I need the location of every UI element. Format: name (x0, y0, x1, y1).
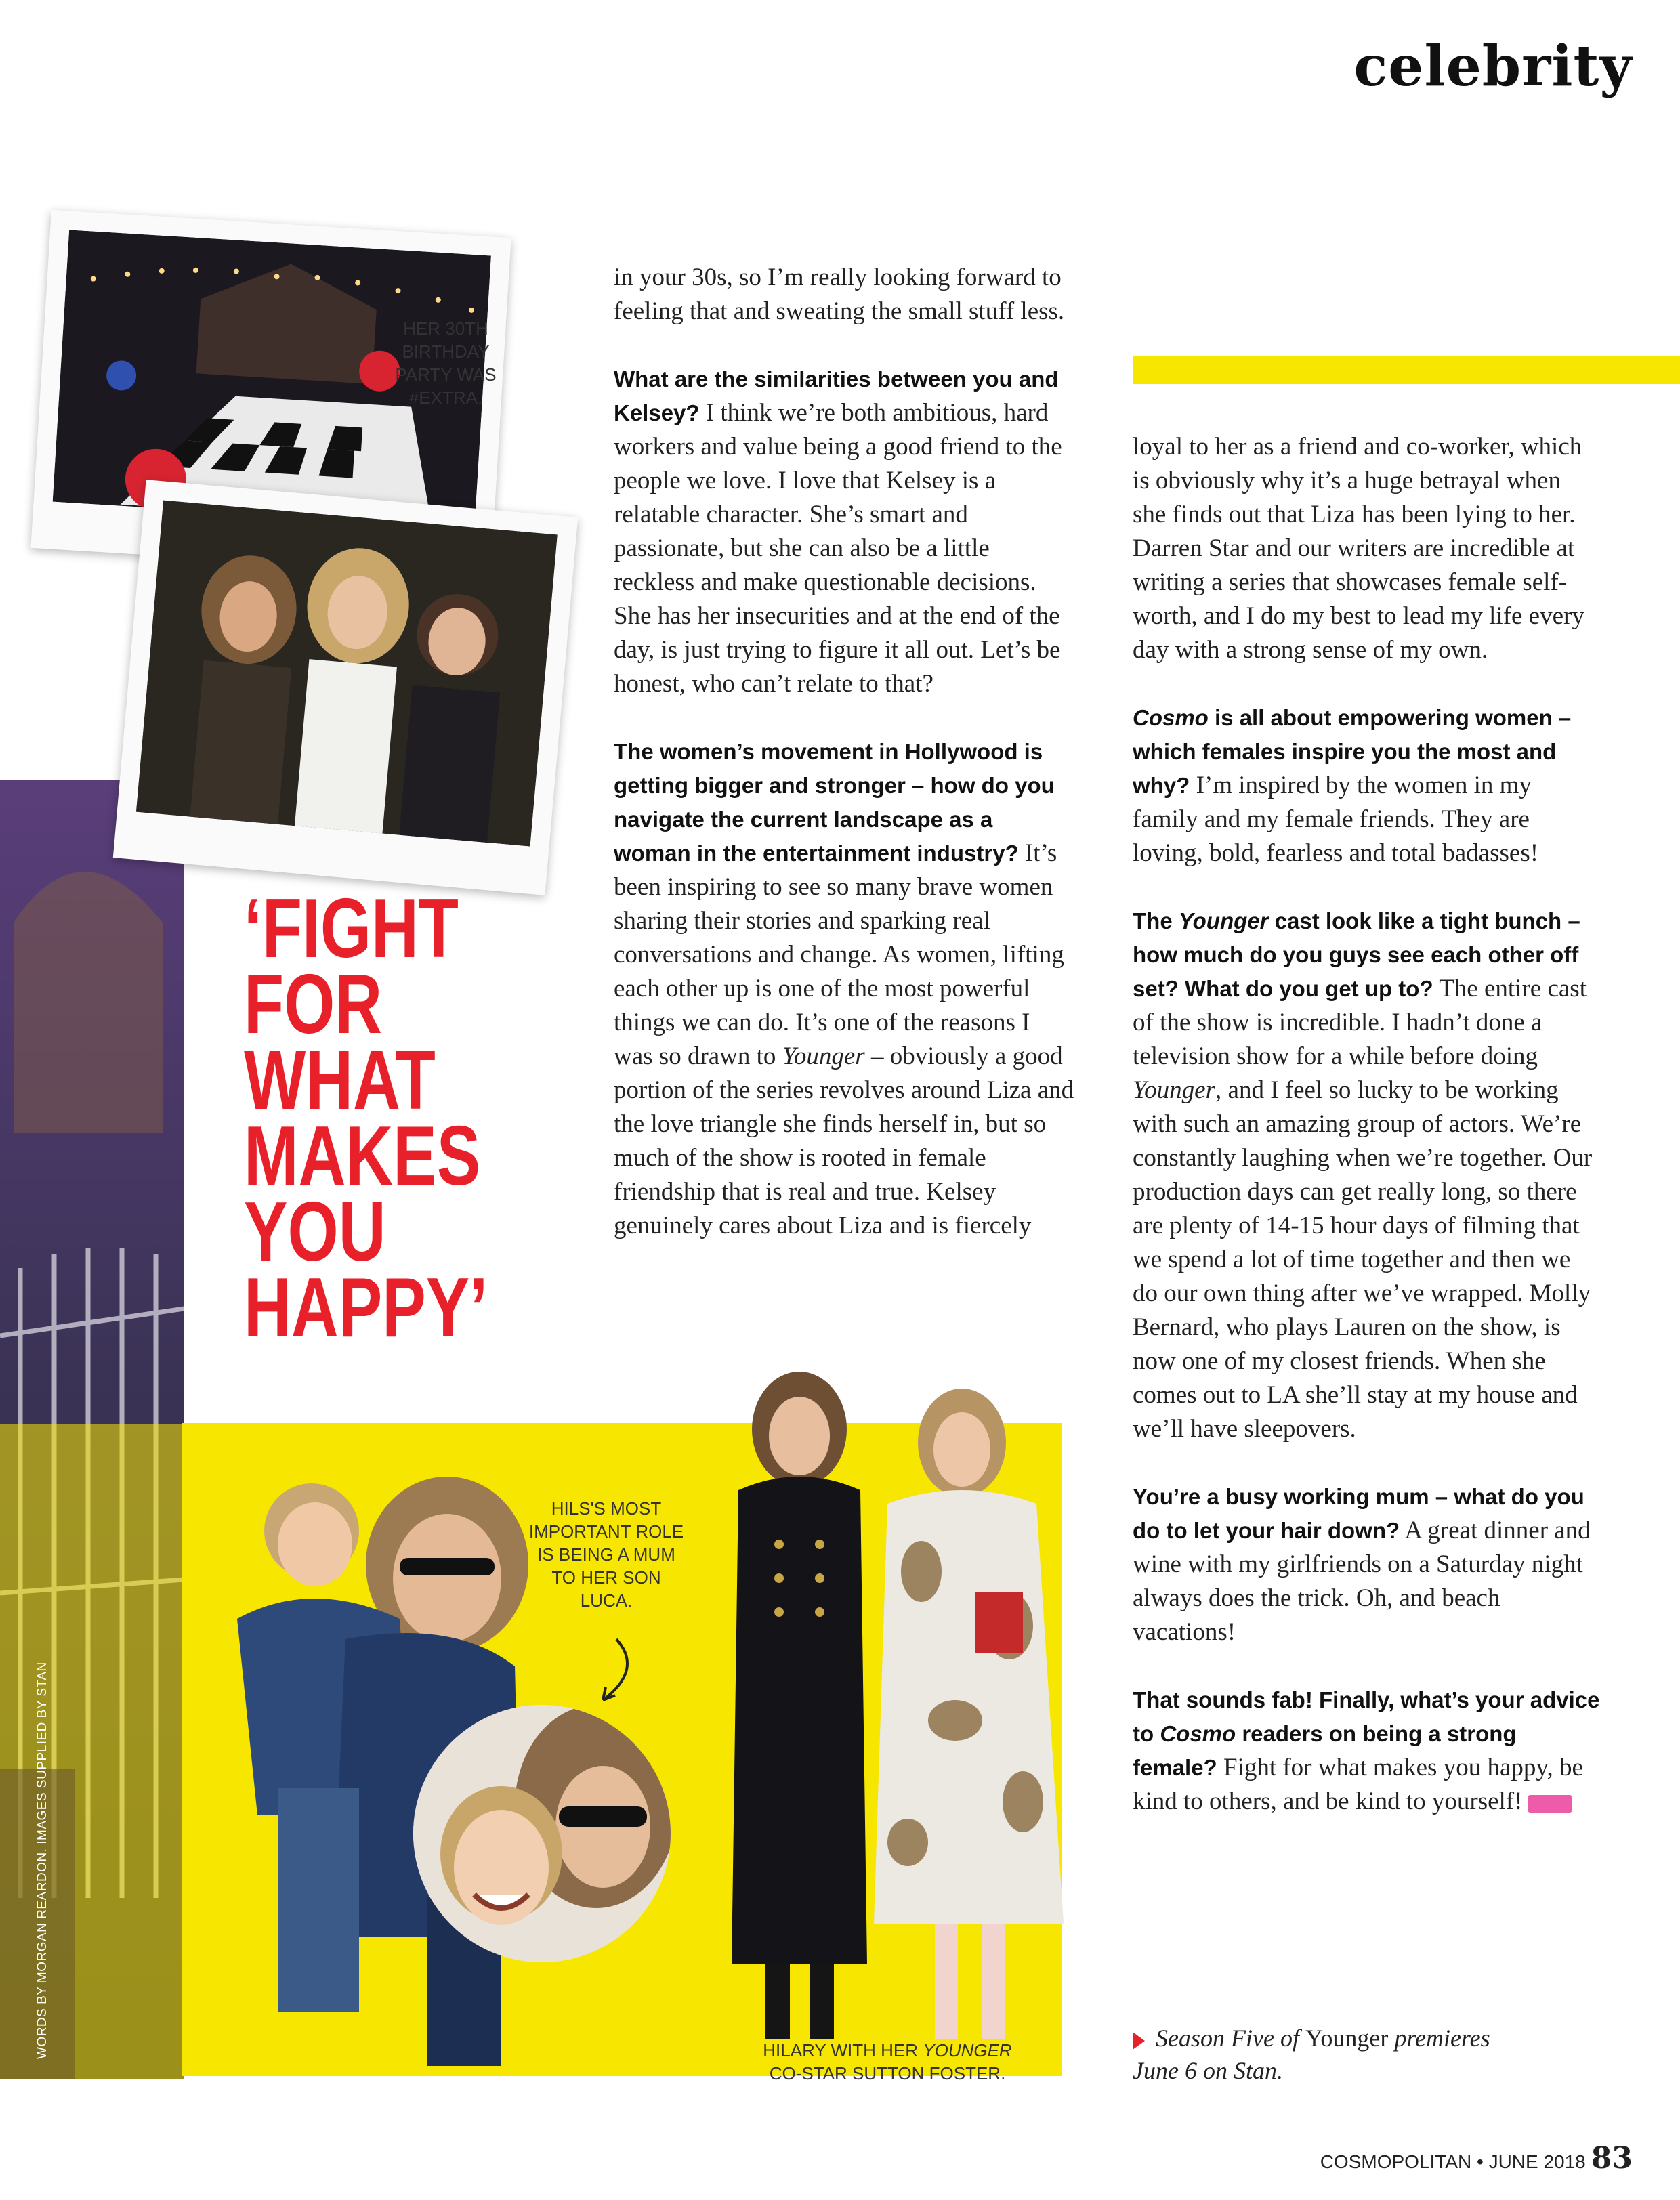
luca-caption: HILS'S MOST IMPORTANT ROLE IS BEING A MUM TO HER SON LUCA. (528, 1498, 684, 1611)
pull-quote (244, 882, 488, 1355)
costars-caption-show: YOUNGER (923, 2040, 1012, 2060)
friends-photo (136, 501, 558, 847)
magazine-name: Cosmo (1133, 705, 1209, 730)
pull-quote-line: HAPPY’ (244, 1261, 488, 1355)
show-title: Younger (1178, 908, 1269, 933)
answer: The entire cast of the show is incredible. I hadn’t done a television show for a while before doing (1133, 975, 1587, 1070)
premiere-note-a: Season Five of (1156, 2025, 1305, 2052)
pull-quote-line: FOR (244, 958, 383, 1051)
page-footer (1320, 2141, 1633, 2176)
costars-photo (684, 1368, 1091, 2052)
pull-quote-line: YOU (244, 1185, 386, 1279)
costars-caption-a: HILARY WITH HER (763, 2040, 923, 2060)
article-column-2 (1133, 430, 1600, 1853)
show-title: Younger (782, 1042, 865, 1070)
answer: , and I feel so lucky to be working with such an amazing group of actors. We’re constantly laughing when we’re together. Our production days can get really long, so there are plenty of 14-15 hour days of filming that we spend a lot of time together and then we do our own thing after we’ve wrapped. Molly Bernard, who plays Lauren on the show, is now one of my closest friends. When she comes out to LA she’ll stay at my house and we’ll have sleepovers. (1133, 1076, 1593, 1443)
pull-quote-line: ‘FIGHT (244, 882, 459, 975)
question-text: is all about empowering women – which females inspire you the most and why? (1133, 705, 1572, 798)
question-text: cast look like a tight bunch – how much do you guys see each other off set? What do you get up to? (1133, 908, 1580, 1001)
premiere-note-c: June 6 on Stan. (1133, 2057, 1283, 2084)
footer-magazine: COSMOPOLITAN • JUNE 2018 (1320, 2151, 1586, 2172)
article-paragraph (1133, 904, 1600, 1446)
question-text: readers on being a strong female? (1133, 1721, 1517, 1780)
answer: A great dinner and wine with my girlfriends on a Saturday night always does the trick. Oh, and beach vacations! (1133, 1517, 1591, 1646)
section-label: celebrity (1353, 34, 1633, 99)
page-number: 83 (1591, 2141, 1633, 2176)
article-paragraph (1133, 701, 1600, 870)
costars-caption-b: CO-STAR SUTTON FOSTER. (769, 2063, 1006, 2083)
article-paragraph: in your 30s, so I’m really looking forward to feeling that and sweating the small stuff less. (614, 263, 1065, 325)
curved-arrow-icon (576, 1636, 650, 1710)
party-caption: HER 30TH BIRTHDAY PARTY WAS #EXTRA. (395, 318, 497, 408)
left-edge-photo-art (0, 780, 184, 2079)
friends-photo-frame (113, 480, 578, 895)
premiere-note-show: Younger (1305, 2025, 1389, 2052)
pull-quote-line: MAKES (244, 1109, 481, 1203)
answer: I’m inspired by the women in my family and my female friends. They are loving, bold, fearless and total badasses! (1133, 771, 1539, 867)
article-paragraph (614, 362, 1074, 701)
premiere-note-b: premieres (1388, 2025, 1490, 2052)
question: What are the similarities between you and Kelsey? (614, 366, 1059, 425)
left-edge-photo (0, 780, 184, 2079)
show-title: Younger (1133, 1076, 1216, 1104)
luca-circle-art (413, 1705, 671, 1962)
question-text: The (1133, 908, 1179, 933)
pull-quote-line: WHAT (244, 1034, 436, 1127)
photo-credit: WORDS BY MORGAN REARDON. IMAGES SUPPLIED BY STAN (35, 1662, 49, 2059)
answer: It’s been inspiring to see so many brave women sharing their stories and sparking real conversations and change. As women, lifting each other up is one of the most powerful things we can do. It’s one of the reasons I was so drawn to (614, 839, 1064, 1070)
answer: Fight for what makes you happy, be kind to others, and be kind to yourself! (1133, 1754, 1583, 1815)
premiere-note (1133, 2022, 1490, 2087)
article-paragraph (1133, 1683, 1600, 1819)
answer: – obviously a good portion of the series revolves around Liza and the love triangle she finds herself in, but so much of the show is rooted in female friendship that is real and true. Kelsey genuinely cares about Liza and is fiercely (614, 1042, 1074, 1240)
question: You’re a busy working mum – what do you do to let your hair down? (1133, 1484, 1584, 1543)
triangle-bullet-icon (1133, 2032, 1145, 2050)
article-paragraph (614, 735, 1074, 1243)
article-paragraph: loyal to her as a friend and co-worker, which is obviously why it’s a huge betrayal when she finds out that Liza has been lying to her. Darren Star and our writers are incredible at writing a series that showcases female self-worth, and I do my best to lead my life every day with a strong sense of my own. (1133, 433, 1584, 664)
luca-circle-photo (413, 1705, 671, 1962)
magazine-name: Cosmo (1160, 1721, 1236, 1746)
article-paragraph (1133, 1480, 1600, 1649)
article-column-1 (614, 261, 1074, 1277)
yellow-rule (1133, 356, 1680, 384)
question: The women’s movement in Hollywood is getting bigger and stronger – how do you navigate the current landscape as a woman in the entertainment industry? (614, 739, 1055, 866)
costars-caption (698, 2039, 1077, 2085)
end-mark (1528, 1795, 1572, 1813)
answer: I think we’re both ambitious, hard workers and value being a good friend to the people we love. I love that Kelsey is a relatable character. She’s smart and passionate, but she can also be a little reckless and make questionable decisions. She has her insecurities and at the end of the day, is just trying to figure it all out. Let’s be honest, who can’t relate to that? (614, 399, 1062, 698)
question-text: That sounds fab! Finally, what’s your advice to (1133, 1687, 1600, 1746)
